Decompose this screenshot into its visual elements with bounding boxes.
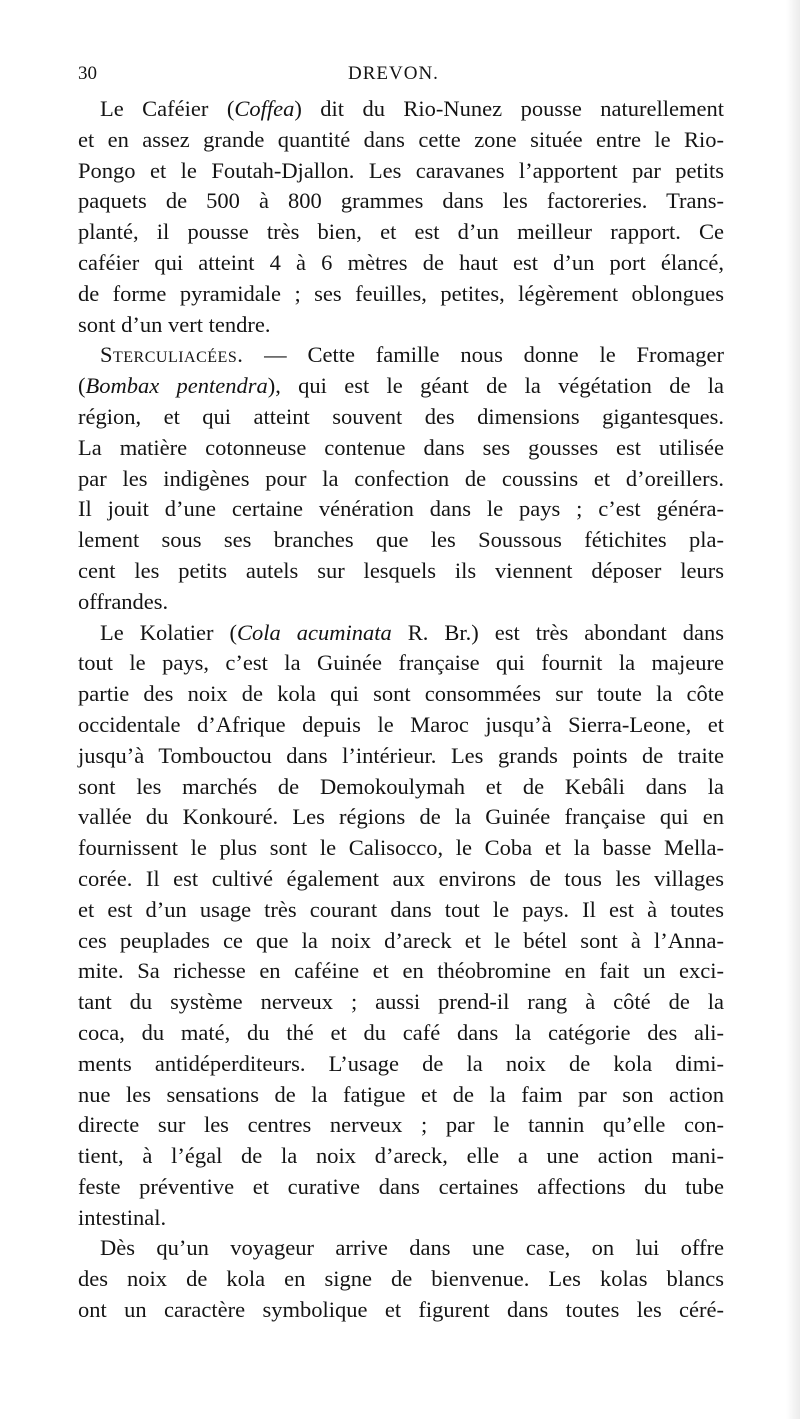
text-line: Sterculiacées. — Cette famille nous donne le Fromager (100, 342, 724, 368)
page-header (78, 62, 724, 86)
text-line: de forme pyramidale ; ses feuilles, petites, légèrement oblongues (78, 280, 724, 306)
text-line: jusqu’à Tombouctou dans l’intérieur. Les grands points de traite (78, 742, 724, 768)
text-line: sont les marchés de Demokoulymah et de Kebâli dans la (78, 773, 724, 799)
text-line: nue les sensations de la fatigue et de la faim par son action (78, 1081, 724, 1107)
body-text (78, 94, 724, 1326)
text-line: planté, il pousse très bien, et est d’un meilleur rapport. Ce (78, 219, 724, 245)
text-line: La matière cotonneuse contenue dans ses gousses est utilisée (78, 434, 724, 460)
text-line: Le Kolatier (Cola acuminata R. Br.) est très abondant dans (100, 619, 724, 645)
page-edge-shadow (786, 0, 800, 1419)
text-line: partie des noix de kola qui sont consommées sur toute la côte (78, 681, 724, 707)
text-line: lement sous ses branches que les Soussous fétichites pla- (78, 527, 724, 553)
text-line: tient, à l’égal de la noix d’areck, elle a une action mani- (78, 1143, 724, 1169)
text-line: occidentale d’Afrique depuis le Maroc jusqu’à Sierra-Leone, et (78, 711, 724, 737)
section-heading: Sterculiacées. (100, 342, 244, 368)
text-line: coca, du maté, du thé et du café dans la catégorie des ali- (78, 1019, 724, 1045)
text-line: ont un caractère symbolique et figurent dans toutes les céré- (78, 1297, 724, 1323)
text-line: mite. Sa richesse en caféine et en théobromine en fait un exci- (78, 958, 724, 984)
text-line: des noix de kola en signe de bienvenue. Les kolas blancs (78, 1266, 724, 1292)
text-line: et est d’un usage très courant dans tout le pays. Il est à toutes (78, 896, 724, 922)
text-line: sont d’un vert tendre. (78, 311, 271, 337)
text-line: corée. Il est cultivé également aux environs de tous les villages (78, 865, 724, 891)
text-line: Le Caféier (Coffea) dit du Rio-Nunez pousse naturellement (100, 96, 724, 121)
text-line: offrandes. (78, 588, 169, 614)
text-line: cent les petits autels sur lesquels ils viennent déposer leurs (78, 557, 724, 583)
text-line: directe sur les centres nerveux ; par le tannin qu’elle con- (78, 1112, 724, 1138)
text-line: caféier qui atteint 4 à 6 mètres de haut est d’un port élancé, (78, 249, 724, 275)
text-line: paquets de 500 à 800 grammes dans les factoreries. Trans- (78, 188, 724, 214)
text-line: vallée du Konkouré. Les régions de la Guinée française qui en (78, 804, 724, 830)
text-line: tant du système nerveux ; aussi prend-il rang à côté de la (78, 989, 724, 1015)
text-line: région, et qui atteint souvent des dimensions gigantesques. (78, 403, 724, 429)
text-line: feste préventive et curative dans certaines affections du tube (78, 1173, 724, 1199)
text-line: et en assez grande quantité dans cette zone située entre le Rio- (78, 126, 724, 152)
text-line: fournissent le plus sont le Calisocco, le Coba et la basse Mella- (78, 835, 724, 861)
text-line: ces peuplades ce que la noix d’areck et le bétel sont à l’Anna- (78, 927, 724, 953)
text-line: intestinal. (78, 1204, 167, 1230)
text-line: tout le pays, c’est la Guinée française qui fournit la majeure (78, 650, 724, 676)
page-number: 30 (78, 63, 97, 84)
text-line: par les indigènes pour la confection de coussins et d’oreillers. (78, 465, 724, 491)
text-line: ments antidéperditeurs. L’usage de la noix de kola dimi- (78, 1050, 724, 1076)
text-line: Pongo et le Foutah-Djallon. Les caravanes l’apportent par petits (78, 157, 724, 183)
text-line: Dès qu’un voyageur arrive dans une case, on lui offre (100, 1235, 724, 1261)
text-line: Il jouit d’une certaine vénération dans le pays ; c’est généra- (78, 496, 724, 522)
text-line: (Bombax pentendra), qui est le géant de la végétation de la (78, 373, 724, 399)
running-head: DREVON. (348, 63, 439, 84)
